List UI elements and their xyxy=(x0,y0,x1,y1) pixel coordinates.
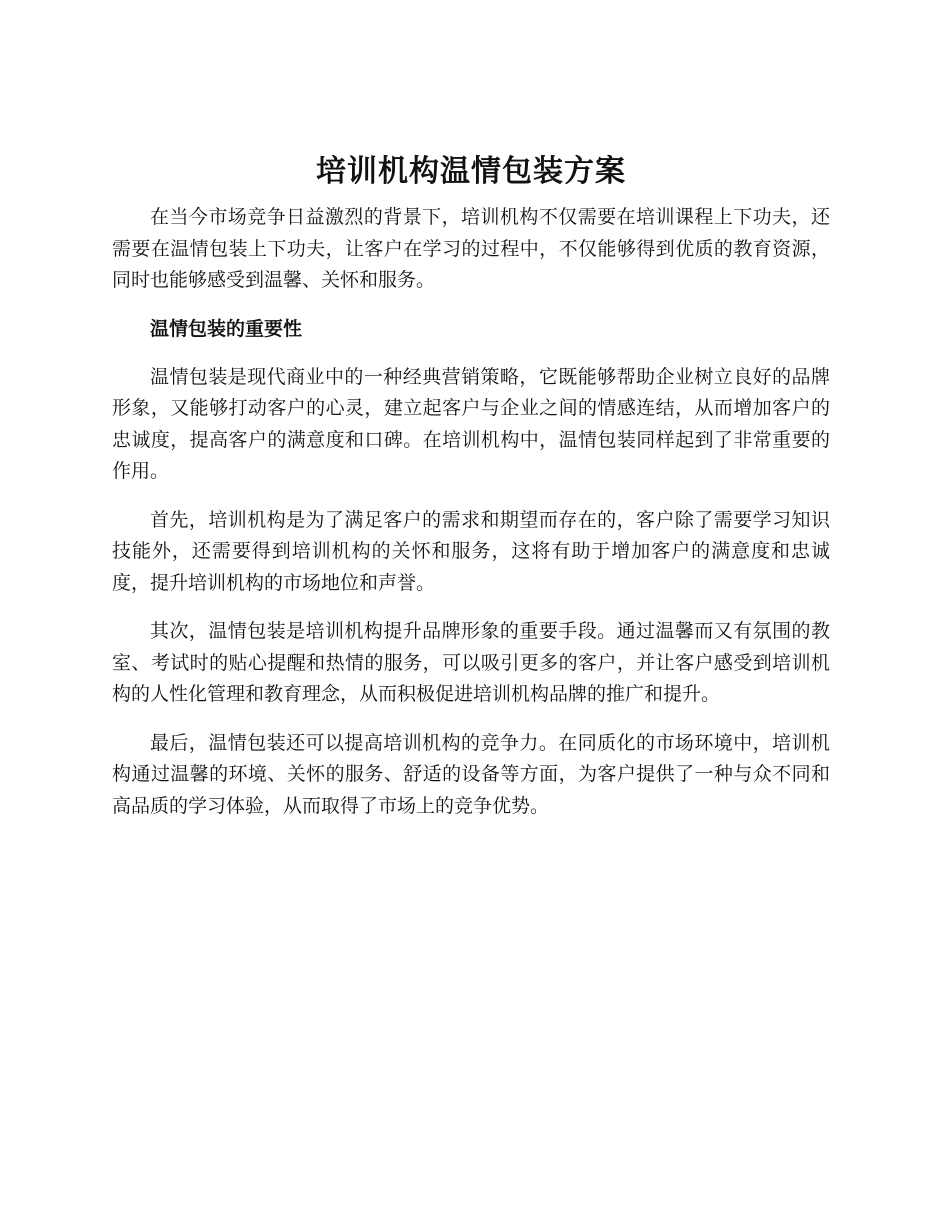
body-paragraph-3: 其次，温情包装是培训机构提升品牌形象的重要手段。通过温馨而又有氛围的教室、考试时的贴心提醒和热情的服务，可以吸引更多的客户，并让客户感受到培训机构的人性化管理和教育理念，从而积极促进培训机构品牌的推广和提升。 xyxy=(112,620,830,705)
body-paragraph-2: 首先，培训机构是为了满足客户的需求和期望而存在的，客户除了需要学习知识技能外，还需要得到培训机构的关怀和服务，这将有助于增加客户的满意度和忠诚度，提升培训机构的市场地位和声誉。 xyxy=(112,508,830,594)
body-paragraph-1: 温情包装是现代商业中的一种经典营销策略，它既能够帮助企业树立良好的品牌形象，又能够打动客户的心灵，建立起客户与企业之间的情感连结，从而增加客户的忠诚度，提高客户的满意度和口碑。在培训机构中，温情包装同样起到了非常重要的作用。 xyxy=(112,365,830,482)
section-heading: 温情包装的重要性 xyxy=(150,317,303,340)
intro-paragraph: 在当今市场竞争日益激烈的背景下，培训机构不仅需要在培训课程上下功夫，还需要在温情包装上下功夫，让客户在学习的过程中，不仅能够得到优质的教育资源，同时也能够感受到温馨、关怀和服务。 xyxy=(112,206,830,291)
document-title: 培训机构温情包装方案 xyxy=(316,154,626,189)
body-paragraph-4: 最后，温情包装还可以提高培训机构的竞争力。在同质化的市场环境中，培训机构通过温馨的环境、关怀的服务、舒适的设备等方面，为客户提供了一种与众不同和高品质的学习体验，从而取得了市场上的竞争优势。 xyxy=(112,731,830,817)
document-page xyxy=(112,150,830,822)
